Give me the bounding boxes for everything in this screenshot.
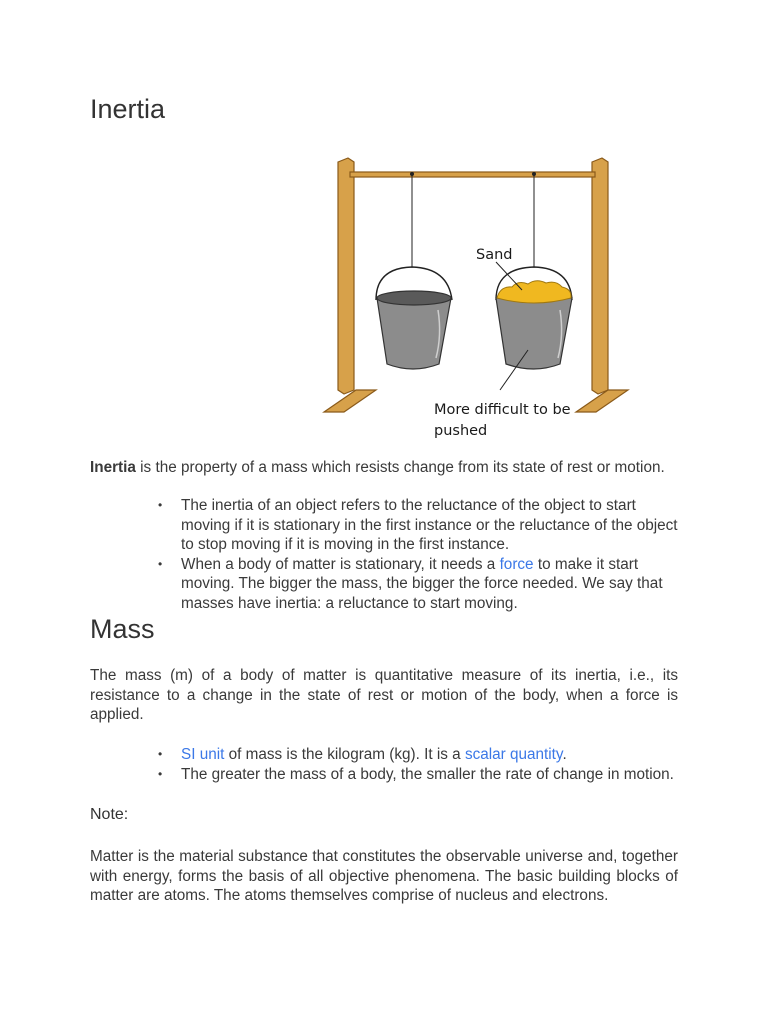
right-post xyxy=(592,158,608,394)
note-paragraph: Matter is the material substance that constitutes the observable universe and, together with energy, forms the basis of all objective phenomena. The basic building blocks of matter are atoms. The atoms themselves comprise of nucleus and electrons. xyxy=(90,848,678,904)
mass-bullet-list xyxy=(90,745,678,784)
heading-mass: Mass xyxy=(90,614,155,644)
left-bucket-rim xyxy=(377,291,451,305)
mass-definition: The mass (m) of a body of matter is quantitative measure of its inertia, i.e., its resistance to a change in the state of rest or motion of the body, when a force is applied. xyxy=(90,667,678,723)
bullet-dot: • xyxy=(158,556,163,571)
caption-line-2: pushed xyxy=(434,423,488,439)
mass-bullet-2-text: The greater the mass of a body, the smaller the rate of change in motion. xyxy=(181,765,674,783)
caption-line-1: More difficult to be xyxy=(434,402,571,418)
bullet-dot: • xyxy=(158,747,163,761)
force-link[interactable]: force xyxy=(499,555,534,573)
inertia-definition-text: is the property of a mass which resists change from its state of rest or motion. xyxy=(135,459,665,476)
left-foot xyxy=(324,390,376,412)
top-bar xyxy=(350,172,595,177)
bucket-illustration xyxy=(320,150,635,445)
heading-inertia: Inertia xyxy=(90,94,166,124)
inertia-bullet-2-before: When a body of matter is stationary, it needs a xyxy=(181,555,500,573)
list-item xyxy=(90,765,678,785)
list-item xyxy=(90,745,678,765)
inertia-bullet-2-after: to make it start moving. The bigger the mass, the bigger the force needed. We say that masses have inertia: a reluctance to start moving. xyxy=(181,555,663,612)
list-item xyxy=(90,555,678,614)
right-hook xyxy=(532,172,536,176)
sand-label: Sand xyxy=(476,247,513,263)
left-post xyxy=(338,158,354,394)
scalar-quantity-link[interactable]: scalar quantity xyxy=(464,746,563,763)
heading-note: Note: xyxy=(90,806,129,823)
list-item xyxy=(90,496,678,555)
right-foot xyxy=(576,390,628,412)
inertia-bullet-1-text: The inertia of an object refers to the reluctance of the object to start moving if it is stationary in the first instance or the reluctance of the object to stop moving if it is moving in the first instance. xyxy=(181,497,678,553)
si-unit-link[interactable]: SI unit xyxy=(181,746,225,763)
bullet-dot: • xyxy=(158,766,163,781)
inertia-figure xyxy=(320,150,635,445)
sand-pointer xyxy=(496,262,522,290)
right-bucket xyxy=(496,298,572,369)
bullet-dot: • xyxy=(158,498,163,512)
sand-fill xyxy=(497,281,571,303)
mass-bullet-1-end: . xyxy=(562,746,567,763)
left-hook xyxy=(410,172,414,176)
inertia-definition xyxy=(90,458,678,478)
inertia-term: Inertia xyxy=(90,459,136,476)
inertia-bullet-list xyxy=(90,496,678,613)
mass-bullet-1-middle: of mass is the kilogram (kg). It is a xyxy=(224,746,465,763)
